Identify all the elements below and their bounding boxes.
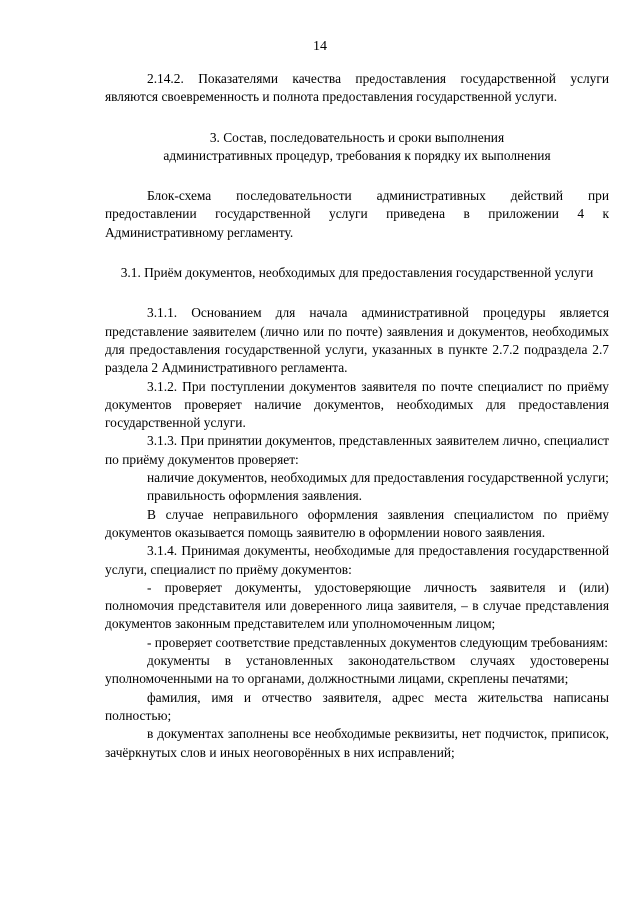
document-body [105,70,609,762]
paragraph-3-1-4: 3.1.4. Принимая документы, необходимые для предоставления государственной услуги, специалист по приёму документов: [105,543,609,577]
section-3-1-heading: 3.1. Приём документов, необходимых для предоставления государственной услуги [120,265,594,281]
section-3-heading-line-1: 3. Состав, последовательность и сроки выполнения [209,129,505,145]
section-3-heading-line-2: административных процедур, требования к порядку их выполнения [163,147,551,163]
spacer [105,242,609,264]
list-item-check-correctness: правильность оформления заявления. [147,488,363,504]
list-item-requirement-certified: документы в установленных законодательством случаях удостоверены уполномоченными на то органами, должностными лицами, скреплены печатями; [105,653,609,687]
paragraph-block-scheme: Блок-схема последовательности административных действий при предоставлении государственной услуги приведена в приложении 4 к Административному регламенту. [105,188,609,240]
spacer [105,282,609,304]
paragraph-3-1-1: 3.1.1. Основанием для начала административной процедуры является представление заявителем (лично или по почте) заявления и документов, необходимых для предоставления государственной услуги, указанных в пункте 2.7.2 подраздела 2.7 раздела 2 Административного регламента. [105,305,609,376]
paragraph-2-14-2: 2.14.2. Показателями качества предоставления государственной услуги являются своевременность и полнота предоставления государственной услуги. [105,71,609,105]
paragraph-3-1-3: 3.1.3. При принятии документов, представленных заявителем лично, специалист по приёму документов проверяет: [105,433,609,467]
list-item-requirement-details: в документах заполнены все необходимые реквизиты, нет подчисток, приписок, зачёркнутых слов и иных неоговорённых в них исправлений; [105,726,609,760]
page-number: 14 [313,39,327,54]
list-item-verify-identity: - проверяет документы, удостоверяющие личность заявителя и (или) полномочия представителя или доверенного лица заявителя, – в случае представления документов законным представителем или уполномоченным лицом; [105,579,609,632]
list-item-requirement-full-name: фамилия, имя и отчество заявителя, адрес места жительства написаны полностью; [105,689,609,723]
spacer [105,165,609,187]
list-item-check-presence: наличие документов, необходимых для предоставления государственной услуги; [147,470,609,486]
spacer [105,107,609,129]
paragraph-incorrect-form: В случае неправильного оформления заявления специалистом по приёму документов оказывается помощь заявителю в оформлении нового заявления. [105,506,609,540]
list-item-verify-conformity: - проверяет соответствие представленных документов следующим требованиям: [147,634,608,650]
paragraph-3-1-2: 3.1.2. При поступлении документов заявителя по почте специалист по приёму документов проверяет наличие документов, необходимых для предоставления государственной услуги. [105,378,609,431]
